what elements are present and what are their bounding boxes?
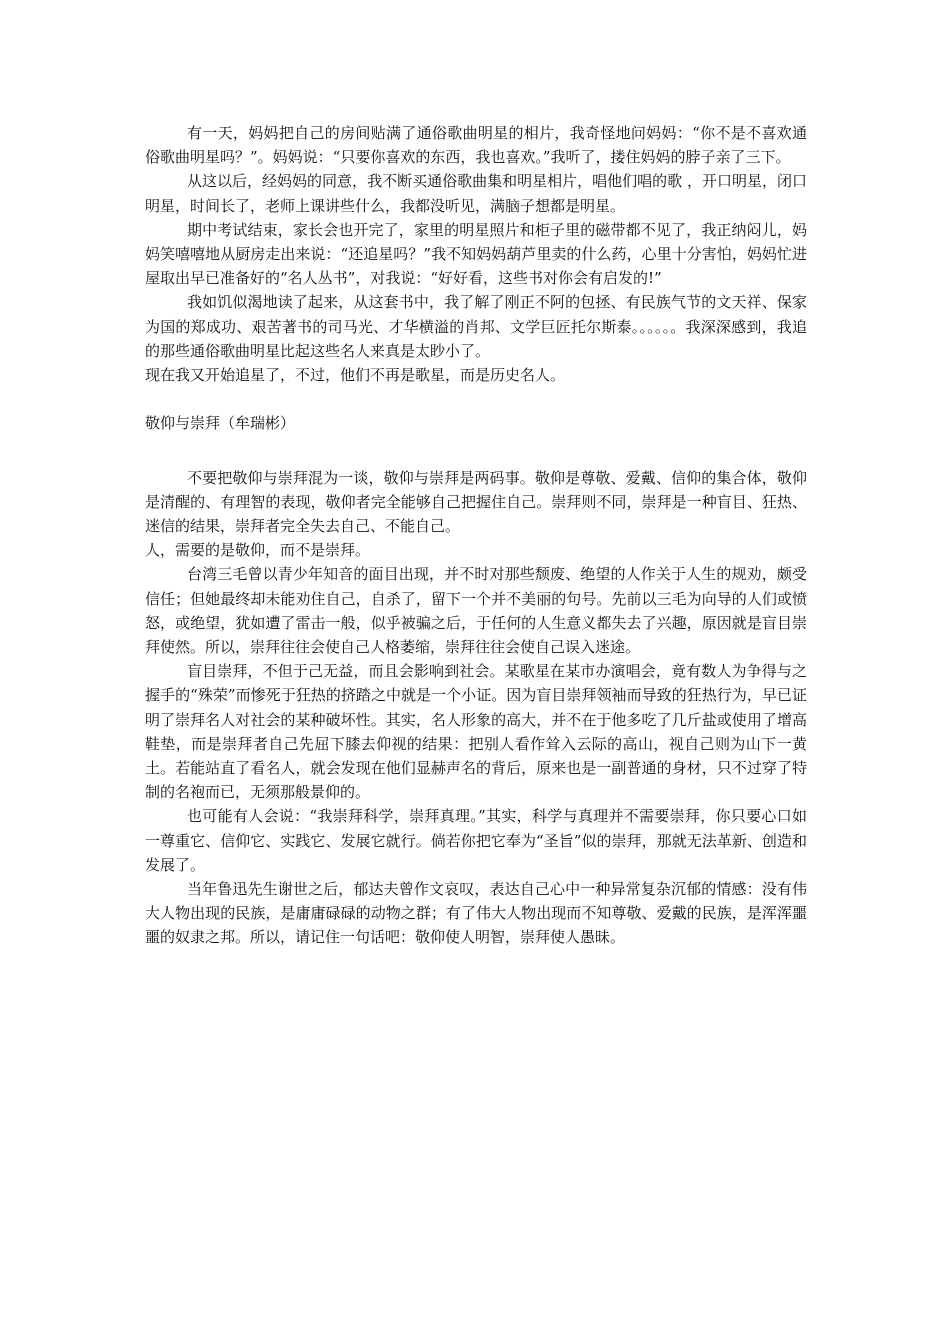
paragraph: 台湾三毛曾以青少年知音的面目出现，并不时对那些颓废、绝望的人作关于人生的规劝，颇受信任；但她最终却未能劝住自己，自杀了，留下一个并不美丽的句号。先前以三毛为向导的人们或愤怒，或绝望，犹如遭了雷击一般，似乎被骗之后，于任何的人生意义都失去了兴趣，原因就是盲目崇拜使然。所以，崇拜往往会使自己人格萎缩，崇拜往往会使自己误入迷途。 [145,565,807,657]
blank-line [145,436,807,466]
paragraph: 从这以后，经妈妈的同意，我不断买通俗歌曲集和明星相片，唱他们唱的歌 ，开口明星，闭口明星，时间长了，老师上课讲些什么，我都没听见，满脑子想都是明星。 [145,172,807,215]
section-title: 敬仰与崇拜（牟瑞彬） [145,414,296,433]
paragraph: 不要把敬仰与崇拜混为一谈，敬仰与崇拜是两码事。敬仰是尊敬、爱戴、信仰的集合体，敬仰是清醒的、有理智的表现，敬仰者完全能够自己把握住自己。崇拜则不同，崇拜是一种盲目、狂热、迷信的结果，崇拜者完全失去自己、不能自己。 [145,468,807,536]
paragraph: 盲目崇拜，不但于己无益，而且会影响到社会。某歌星在某市办演唱会，竟有数人为争得与之握手的“殊荣”而惨死于狂热的挤踏之中就是一个小证。因为盲目崇拜领袖而导致的狂热行为，早已证明了崇拜名人对社会的某种破坏性。其实，名人形象的高大，并不在于他多吃了几斤盐或使用了增高鞋垫，而是崇拜者自己先屈下膝去仰视的结果：把别人看作耸入云际的高山，视自己则为山下一黄土。若能站直了看名人，就会发现在他们显赫声名的背后，原来也是一副普通的身材，只不过穿了特制的名袍而已，无须那般景仰的。 [145,662,807,802]
paragraph: 也可能有人会说：“我崇拜科学，崇拜真理。”其实，科学与真理并不需要崇拜，你只要心口如一尊重它、信仰它、实践它、发展它就行。倘若你把它奉为“圣旨”似的崇拜，那就无法革新、创造和发展了。 [145,807,807,874]
paragraph: 有一天，妈妈把自己的房间贴满了通俗歌曲明星的相片，我奇怪地问妈妈：“你不是不喜欢通俗歌曲明星吗？”。妈妈说：“只要你喜欢的东西，我也喜欢。”我听了，搂住妈妈的脖子亲了三下。 [145,124,807,167]
paragraph: 人，需要的是敬仰，而不是崇拜。 [145,541,371,560]
paragraph: 现在我又开始追星了，不过，他们不再是歌星，而是历史名人。 [145,366,566,385]
paragraph: 我如饥似渴地读了起来，从这套书中，我了解了刚正不阿的包拯、有民族气节的文天祥、保家为国的郑成功、艰苦著书的司马光、才华横溢的肖邦、文学巨匠托尔斯泰。。。。。。我深深感到，我追的那些通俗歌曲明星比起这些名人来真是太眇小了。 [145,293,807,360]
paragraph: 期中考试结束，家长会也开完了，家里的明星照片和柜子里的磁带都不见了，我正纳闷儿，妈妈笑嘻嘻地从厨房走出来说：“还追星吗？”我不知妈妈葫芦里卖的什么药，心里十分害怕，妈妈忙进屋取出早已准备好的“名人丛书”，对我说：“好好看，这些书对你会有启发的!” [145,220,807,288]
blank-line [145,387,807,411]
document-page [145,121,807,950]
paragraph: 当年鲁迅先生谢世之后，郁达夫曾作文哀叹，表达自己心中一种异常复杂沉郁的情感：没有伟大人物出现的民族，是庸庸碌碌的动物之群；有了伟大人物出现而不知尊敬、爱戴的民族，是浑浑噩噩的奴隶之邦。所以，请记住一句话吧：敬仰使人明智，崇拜使人愚昧。 [145,880,807,947]
